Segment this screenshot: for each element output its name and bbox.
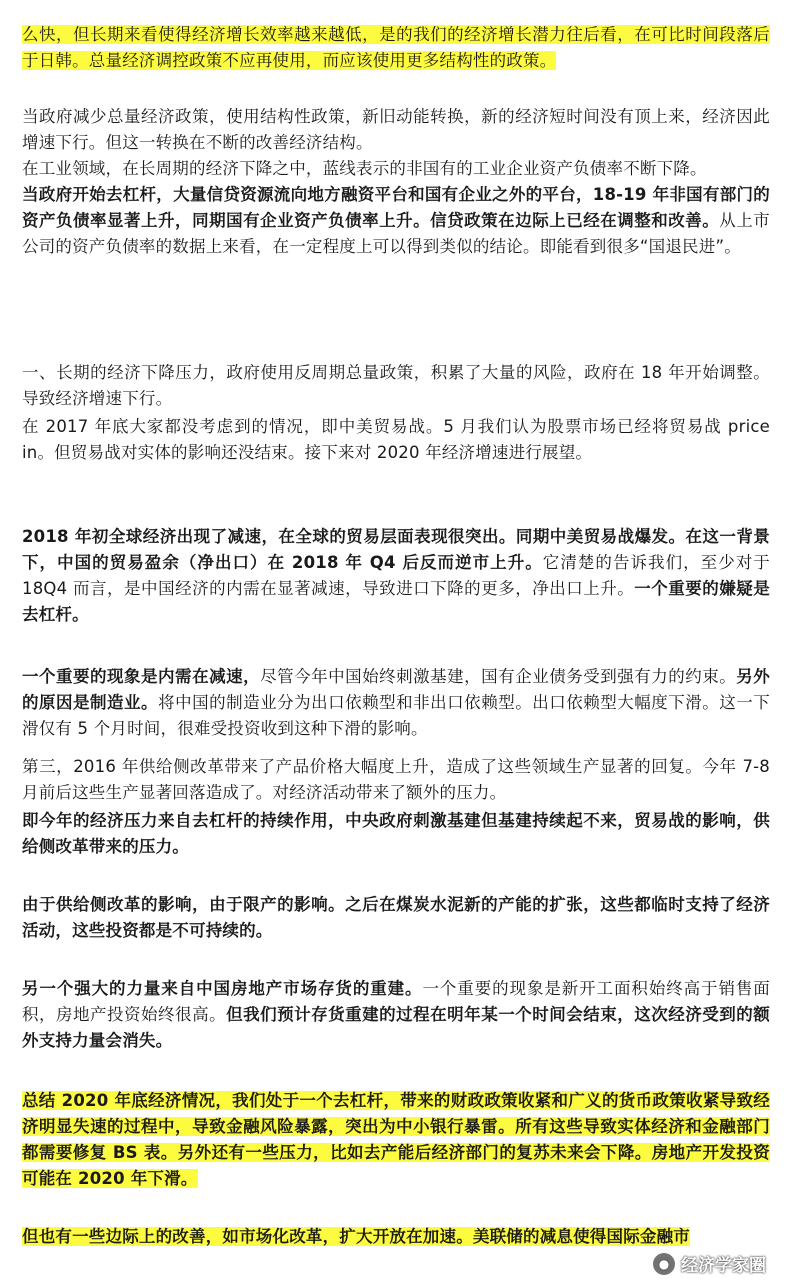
- bold-text: 另一个强大的力量来自中国房地产市场存货的重建。: [22, 979, 423, 998]
- paragraph-text: 在 2017 年底大家都没考虑到的情况，即中美贸易战。5 月我们认为股票市场已经将贸易战 price in。但贸易战对实体的影响还没结束。接下来对 2020 年经济增速进行展望。: [22, 417, 770, 462]
- bold-text: 一个重要的现象是内需在减速，: [22, 667, 261, 686]
- highlighted-bold-text: 总结 2020 年底经济情况，我们处于一个去杠杆，带来的财政政策收紧和广义的货币政策收紧导致经济明显失速的过程中，导致金融风险暴露，突出为中小银行暴雷。所有这些导致实体经济和金融部门都需要修复 BS 表。另外还有一些压力，比如去产能后经济部门的复苏未来会下降。房地产开发投资可能在 2020 年下滑。: [22, 1091, 770, 1188]
- paragraph-capacity-expansion: [22, 892, 770, 944]
- paragraph-supply-side: [22, 754, 770, 806]
- bold-text: 但我们预计存货重建的过程在明年某一个时间会结束，这次经济受到的额外支持力量会消失。: [22, 1005, 771, 1050]
- paragraph-section-one: [22, 360, 770, 412]
- paragraph-summary-top: [22, 22, 770, 74]
- paragraph-improvements: [22, 1224, 770, 1250]
- paragraph-text: 它清楚的告诉我们，至少对于 18Q4 而言，是中国经济的内需在显著减速，导致进口下降的更多，净出口上升。: [22, 553, 770, 598]
- paragraph-conclusion-2020: [22, 1088, 770, 1192]
- bold-text: 另外的原因是制造业。: [22, 667, 770, 712]
- paragraph-structural-policy: [22, 104, 770, 156]
- paragraph-text: 将中国的制造业分为出口依赖型和非出口依赖型。出口依赖型大幅度下滑。这一下滑仅有 5 个月时间，很难受投资收到这种下滑的影响。: [22, 693, 770, 738]
- wechat-icon: ●: [653, 1253, 675, 1275]
- paragraph-text: 当政府减少总量经济政策，使用结构性政策，新旧动能转换，新的经济短时间没有顶上来，经济因此增速下行。但这一转换在不断的改善经济结构。: [22, 107, 770, 152]
- paragraph-text: 从上市公司的资产负债率的数据上来看，在一定程度上可以得到类似的结论。即能看到很多“国退民进”。: [22, 211, 770, 256]
- paragraph-real-estate: [22, 976, 770, 1054]
- watermark: [653, 1251, 766, 1276]
- paragraph-text: 第三，2016 年供给侧改革带来了产品价格大幅度上升，造成了这些领域生产显著的回复。今年 7-8 月前后这些生产显著回落造成了。对经济活动带来了额外的压力。: [22, 757, 770, 802]
- paragraph-deleverage: [22, 182, 770, 260]
- bold-text: 一个重要的嫌疑是去杠杆。: [22, 579, 770, 624]
- watermark-text: 经济学家圈: [681, 1256, 766, 1276]
- paragraph-text: 在工业领域，在长周期的经济下降之中，蓝线表示的非国有的工业企业资产负债率不断下降。: [22, 159, 707, 178]
- highlighted-text: 么快，但长期来看使得经济增长效率越来越低，是的我们的经济增长潜力往后看，在可比时间段落后于日韩。总量经济调控政策不应再使用，而应该使用更多结构性的政策。: [22, 25, 770, 70]
- section-heading-text: 一、长期的经济下降压力，政府使用反周期总量政策，积累了大量的风险，政府在 18 年开始调整。导致经济增速下行。: [22, 363, 770, 408]
- paragraph-domestic-demand: [22, 664, 770, 742]
- paragraph-text: 一个重要的现象是新开工面积始终高于销售面积，房地产投资始终很高。: [22, 979, 770, 1024]
- paragraph-global-slowdown: [22, 524, 770, 628]
- bold-text: 2018 年初全球经济出现了减速，在全球的贸易层面表现很突出。同期中美贸易战爆发。在这一背景下，中国的贸易盈余（净出口）在 2018 年 Q4 后反而逆市上升。: [22, 527, 770, 572]
- highlighted-bold-text: 但也有一些边际上的改善，如市场化改革，扩大开放在加速。美联储的减息使得国际金融市: [22, 1227, 690, 1246]
- paragraph-pressure-summary: [22, 808, 770, 860]
- paragraph-trade-war: [22, 414, 770, 466]
- bold-text: 即今年的经济压力来自去杠杆的持续作用，中央政府刺激基建但基建持续起不来，贸易战的影响，供给侧改革带来的压力。: [22, 811, 770, 856]
- paragraph-text: 尽管今年中国始终刺激基建，国有企业债务受到强有力的约束。: [260, 667, 737, 686]
- paragraph-industrial: [22, 156, 770, 182]
- bold-text: 由于供给侧改革的影响，由于限产的影响。之后在煤炭水泥新的产能的扩张，这些都临时支持了经济活动，这些投资都是不可持续的。: [22, 895, 770, 940]
- bold-text: 当政府开始去杠杆，大量信贷资源流向地方融资平台和国有企业之外的平台，18-19 年非国有部门的资产负债率显著上升，同期国有企业资产负债率上升。信贷政策在边际上已经在调整和改善。: [22, 185, 770, 230]
